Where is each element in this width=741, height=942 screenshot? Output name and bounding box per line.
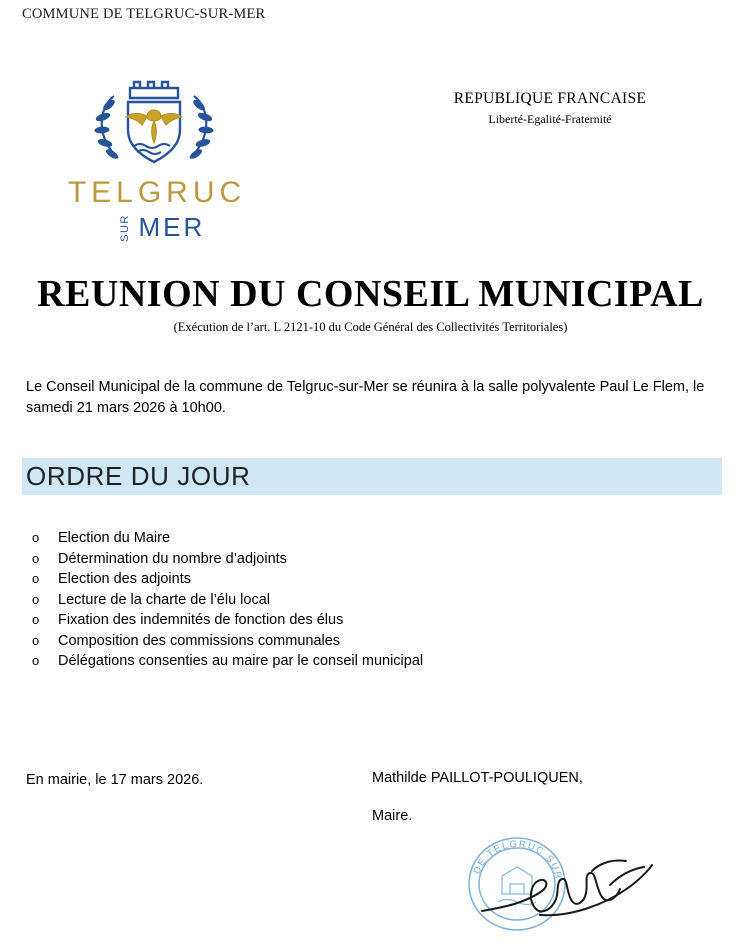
logo-wordmark: TELGRUC — [67, 176, 247, 209]
svg-text:DE TELGRUC SUR: DE TELGRUC SUR — [471, 838, 564, 882]
page-title: REUNION DU CONSEIL MUNICIPAL — [37, 273, 704, 315]
list-item — [30, 569, 690, 590]
republique-block — [400, 90, 700, 127]
list-item-label: Election des adjoints — [58, 571, 191, 587]
list-item-label: Composition des commissions communales — [58, 632, 341, 649]
list-item — [30, 631, 690, 652]
footer-place-date: En mairie, le 17 mars 2026. — [26, 772, 204, 788]
handwritten-signature-icon — [480, 845, 670, 935]
list-item — [30, 590, 690, 611]
republique-line1: REPUBLIQUE FRANCAISE — [453, 90, 647, 107]
bullet-icon: o — [32, 550, 40, 566]
logo-mer-text: MER — [138, 212, 206, 242]
footer-signatory-role: Maire. — [372, 808, 413, 824]
bullet-icon: o — [32, 591, 40, 607]
list-item-label: Lecture de la charte de l’élu local — [58, 591, 270, 608]
logo-subwordmark — [62, 212, 252, 243]
bullet-icon: o — [32, 653, 40, 668]
list-item-label: Détermination du nombre d’adjoints — [58, 550, 287, 567]
list-item — [30, 549, 690, 570]
coat-of-arms-icon — [84, 72, 224, 180]
footer-signatory-name: Mathilde PAILLOT-POULIQUEN, — [372, 770, 583, 786]
list-item — [30, 651, 690, 672]
republique-line2: Liberté-Egalité-Fraternité — [488, 112, 612, 126]
bullet-icon: o — [32, 632, 40, 648]
bullet-icon: o — [32, 530, 40, 545]
bullet-icon: o — [32, 612, 40, 627]
list-item-label: Fixation des indemnités de fonction des élus — [58, 612, 344, 628]
logo-sur-text: SUR — [118, 213, 131, 242]
intro-paragraph: Le Conseil Municipal de la commune de Telgruc-sur-Mer se réunira à la salle polyvalente Paul Le Flem, le samedi 21 mars 2026 à 10h00. — [26, 379, 705, 416]
commune-header: COMMUNE DE TELGRUC-SUR-MER — [22, 6, 266, 22]
list-item — [30, 610, 690, 631]
page-subtitle: (Exécution de l’art. L 2121-10 du Code Général des Collectivités Territoriales) — [173, 320, 568, 334]
agenda-heading: ORDRE DU JOUR — [26, 461, 251, 491]
list-item-label: Election du Maire — [58, 530, 171, 546]
list-item-label: Délégations consenties au maire par le conseil municipal — [58, 653, 424, 669]
list-item — [30, 528, 690, 549]
agenda-list — [30, 528, 690, 672]
bullet-icon: o — [32, 571, 40, 586]
town-logo — [62, 72, 252, 247]
